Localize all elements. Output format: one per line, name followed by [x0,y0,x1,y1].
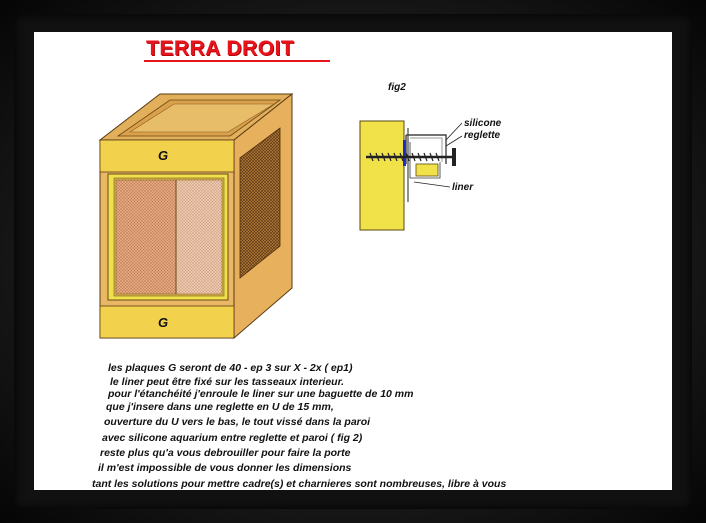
description-line-7: reste plus qu'a vous debrouiller pour faire la porte [100,447,351,459]
door-panel-right [176,180,222,294]
fig2-caption: fig2 [388,82,406,93]
label-reglette: reglette [464,130,501,141]
description-line-1: les plaques G seront de 40 - ep 3 sur X - 2x ( ep1) [108,362,353,374]
door-panel-left [116,180,176,294]
description-line-5: ouverture du U vers le bas, le tout vissé dans la paroi [104,416,371,428]
description-line-8: il m'est impossible de vous donner les dimensions [98,462,352,474]
description-line-6: avec silicone aquarium entre reglette et paroi ( fig 2) [102,432,363,444]
baguette [416,164,438,176]
description-line-4: que j'insere dans une reglette en U de 15 mm, [106,401,334,413]
terrarium-box [100,94,292,338]
diagram-canvas [34,32,672,490]
description-line-9: tant les solutions pour mettre cadre(s) et charnieres sont nombreuses, libre à vous [92,478,507,490]
label-silicone: silicone [464,118,502,129]
box-label-top: G [158,148,169,163]
wall-panel [360,121,404,230]
label-liner: liner [452,182,474,193]
description-line-2: le liner peut être fixé sur les tasseaux interieur. [110,376,345,388]
description-line-3: pour l'étanchéité j'enroule le liner sur une baguette de 10 mm [108,388,414,400]
box-label-bottom: G [158,315,169,330]
page-title: TERRA DROIT [146,37,295,60]
fig2-cross-section [360,82,502,230]
terrarium-drawing [34,32,672,490]
